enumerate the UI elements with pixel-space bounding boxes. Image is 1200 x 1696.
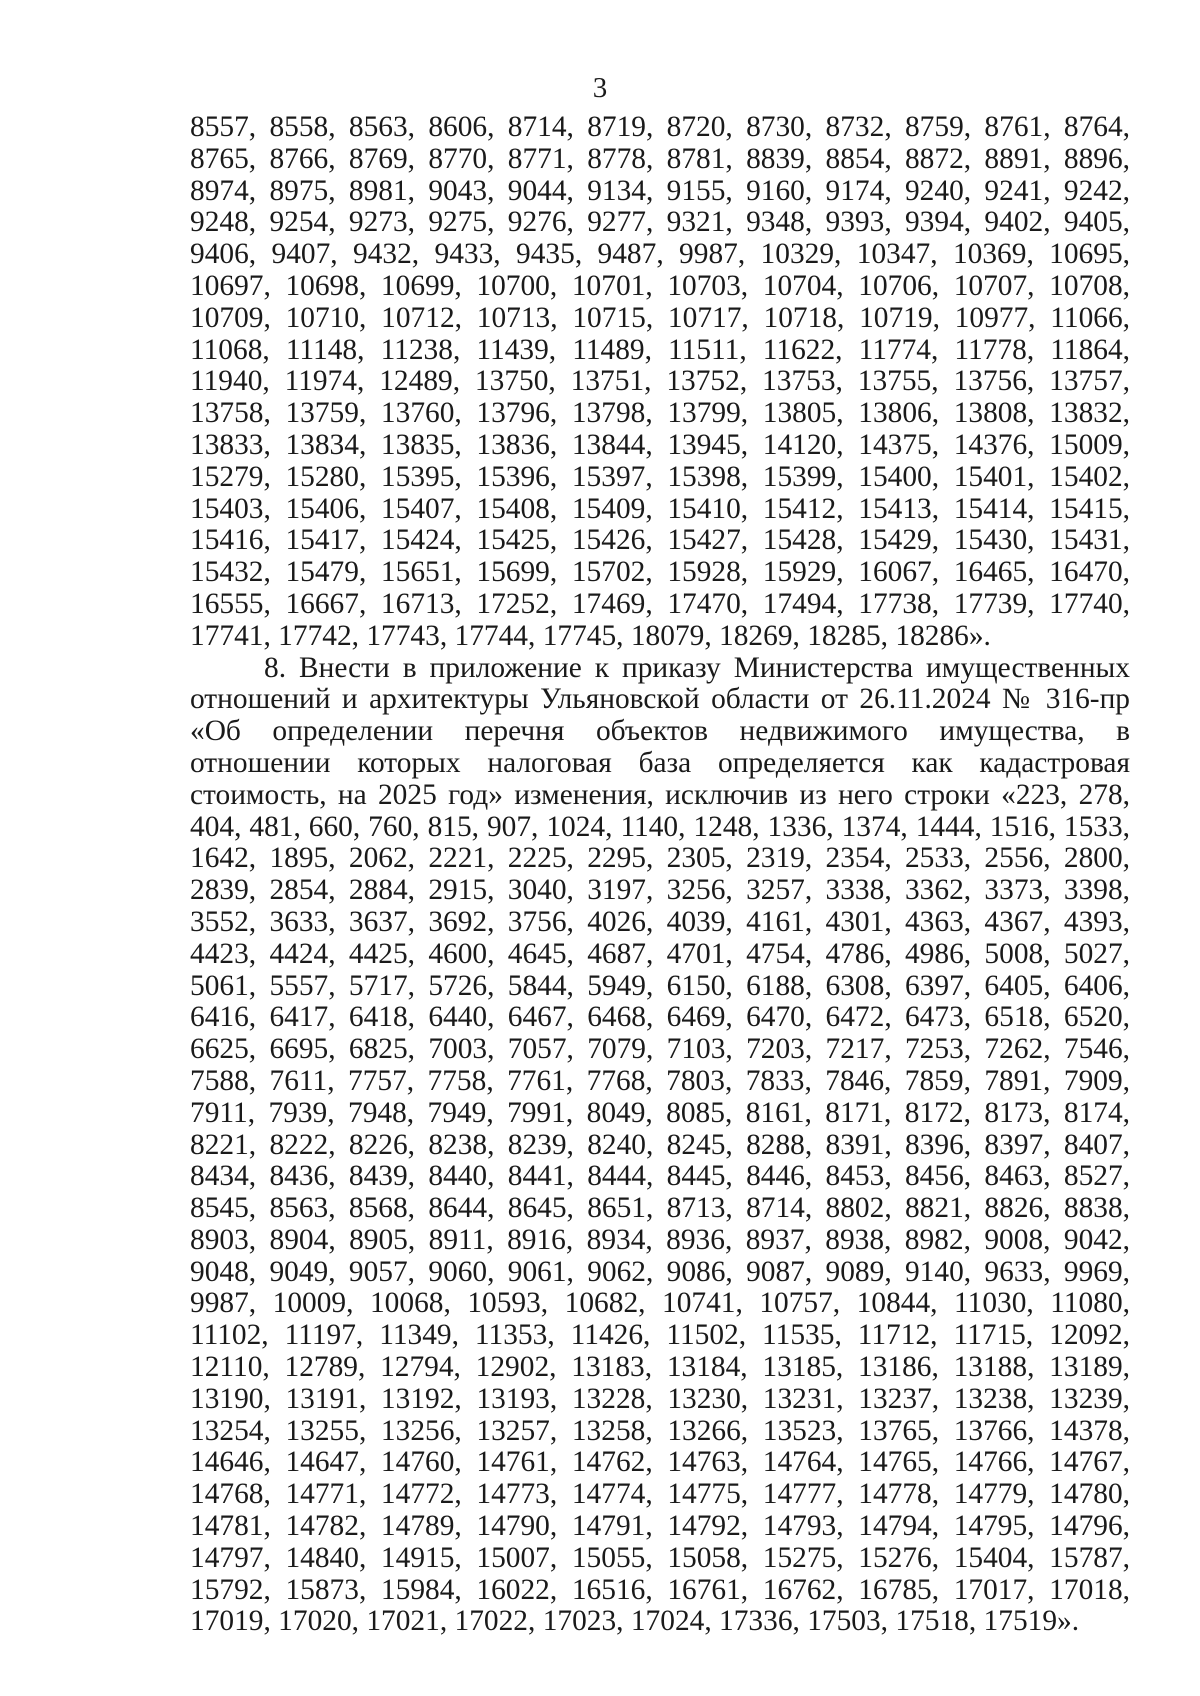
page-number: 3 <box>592 72 608 104</box>
number-list-continuation: 8557, 8558, 8563, 8606, 8714, 8719, 8720, 8730, 8732, 8759, 8761, 8764, 8765, 8766, 8769, 8770, 8771, 8778, 8781, 8839, 8854, 8872, 8891, 8896, 8974, 8975, 8981, 9043, 9044, 9134, 9155, 9160, 9174, 9240, 9241, 9242, 9248, 9254, 9273, 9275, 9276, 9277, 9321, 9348, 9393, 9394, 9402, 9405, 9406, 9407, 9432, 9433, 9435, 9487, 9987, 10329, 10347, 10369, 10695, 10697, 10698, 10699, 10700, 10701, 10703, 10704, 10706, 10707, 10708, 10709, 10710, 10712, 10713, 10715, 10717, 10718, 10719, 10977, 11066, 11068, 11148, 11238, 11439, 11489, 11511, 11622, 11774, 11778, 11864, 11940, 11974, 12489, 13750, 13751, 13752, 13753, 13755, 13756, 13757, 13758, 13759, 13760, 13796, 13798, 13799, 13805, 13806, 13808, 13832, 13833, 13834, 13835, 13836, 13844, 13945, 14120, 14375, 14376, 15009, 15279, 15280, 15395, 15396, 15397, 15398, 15399, 15400, 15401, 15402, 15403, 15406, 15407, 15408, 15409, 15410, 15412, 15413, 15414, 15415, 15416, 15417, 15424, 15425, 15426, 15427, 15428, 15429, 15430, 15431, 15432, 15479, 15651, 15699, 15702, 15928, 15929, 16067, 16465, 16470, 16555, 16667, 16713, 17252, 17469, 17470, 17494, 17738, 17739, 17740, 17741, 17742, 17743, 17744, 17745, 18079, 18269, 18285, 18286». <box>190 111 1130 652</box>
document-body <box>190 112 1130 1638</box>
paragraph-item-8: 8. Внести в приложение к приказу Министерства имущественных отношений и архитектуры Ульяновской области от 26.11.2024 № 316-пр «Об определении перечня объектов недвижимого имущества, в отношении которых налоговая база определяется как кадастровая стоимость, на 2025 год» изменения, исключив из него строки «223, 278, 404, 481, 660, 760, 815, 907, 1024, 1140, 1248, 1336, 1374, 1444, 1516, 1533, 1642, 1895, 2062, 2221, 2225, 2295, 2305, 2319, 2354, 2533, 2556, 2800, 2839, 2854, 2884, 2915, 3040, 3197, 3256, 3257, 3338, 3362, 3373, 3398, 3552, 3633, 3637, 3692, 3756, 4026, 4039, 4161, 4301, 4363, 4367, 4393, 4423, 4424, 4425, 4600, 4645, 4687, 4701, 4754, 4786, 4986, 5008, 5027, 5061, 5557, 5717, 5726, 5844, 5949, 6150, 6188, 6308, 6397, 6405, 6406, 6416, 6417, 6418, 6440, 6467, 6468, 6469, 6470, 6472, 6473, 6518, 6520, 6625, 6695, 6825, 7003, 7057, 7079, 7103, 7203, 7217, 7253, 7262, 7546, 7588, 7611, 7757, 7758, 7761, 7768, 7803, 7833, 7846, 7859, 7891, 7909, 7911, 7939, 7948, 7949, 7991, 8049, 8085, 8161, 8171, 8172, 8173, 8174, 8221, 8222, 8226, 8238, 8239, 8240, 8245, 8288, 8391, 8396, 8397, 8407, 8434, 8436, 8439, 8440, 8441, 8444, 8445, 8446, 8453, 8456, 8463, 8527, 8545, 8563, 8568, 8644, 8645, 8651, 8713, 8714, 8802, 8821, 8826, 8838, 8903, 8904, 8905, 8911, 8916, 8934, 8936, 8937, 8938, 8982, 9008, 9042, 9048, 9049, 9057, 9060, 9061, 9062, 9086, 9087, 9089, 9140, 9633, 9969, 9987, 10009, 10068, 10593, 10682, 10741, 10757, 10844, 11030, 11080, 11102, 11197, 11349, 11353, 11426, 11502, 11535, 11712, 11715, 12092, 12110, 12789, 12794, 12902, 13183, 13184, 13185, 13186, 13188, 13189, 13190, 13191, 13192, 13193, 13228, 13230, 13231, 13237, 13238, 13239, 13254, 13255, 13256, 13257, 13258, 13266, 13523, 13765, 13766, 14378, 14646, 14647, 14760, 14761, 14762, 14763, 14764, 14765, 14766, 14767, 14768, 14771, 14772, 14773, 14774, 14775, 14777, 14778, 14779, 14780, 14781, 14782, 14789, 14790, 14791, 14792, 14793, 14794, 14795, 14796, 14797, 14840, 14915, 15007, 15055, 15058, 15275, 15276, 15404, 15787, 15792, 15873, 15984, 16022, 16516, 16761, 16762, 16785, 17017, 17018, 17019, 17020, 17021, 17022, 17023, 17024, 17336, 17503, 17518, 17519». <box>190 651 1130 1638</box>
